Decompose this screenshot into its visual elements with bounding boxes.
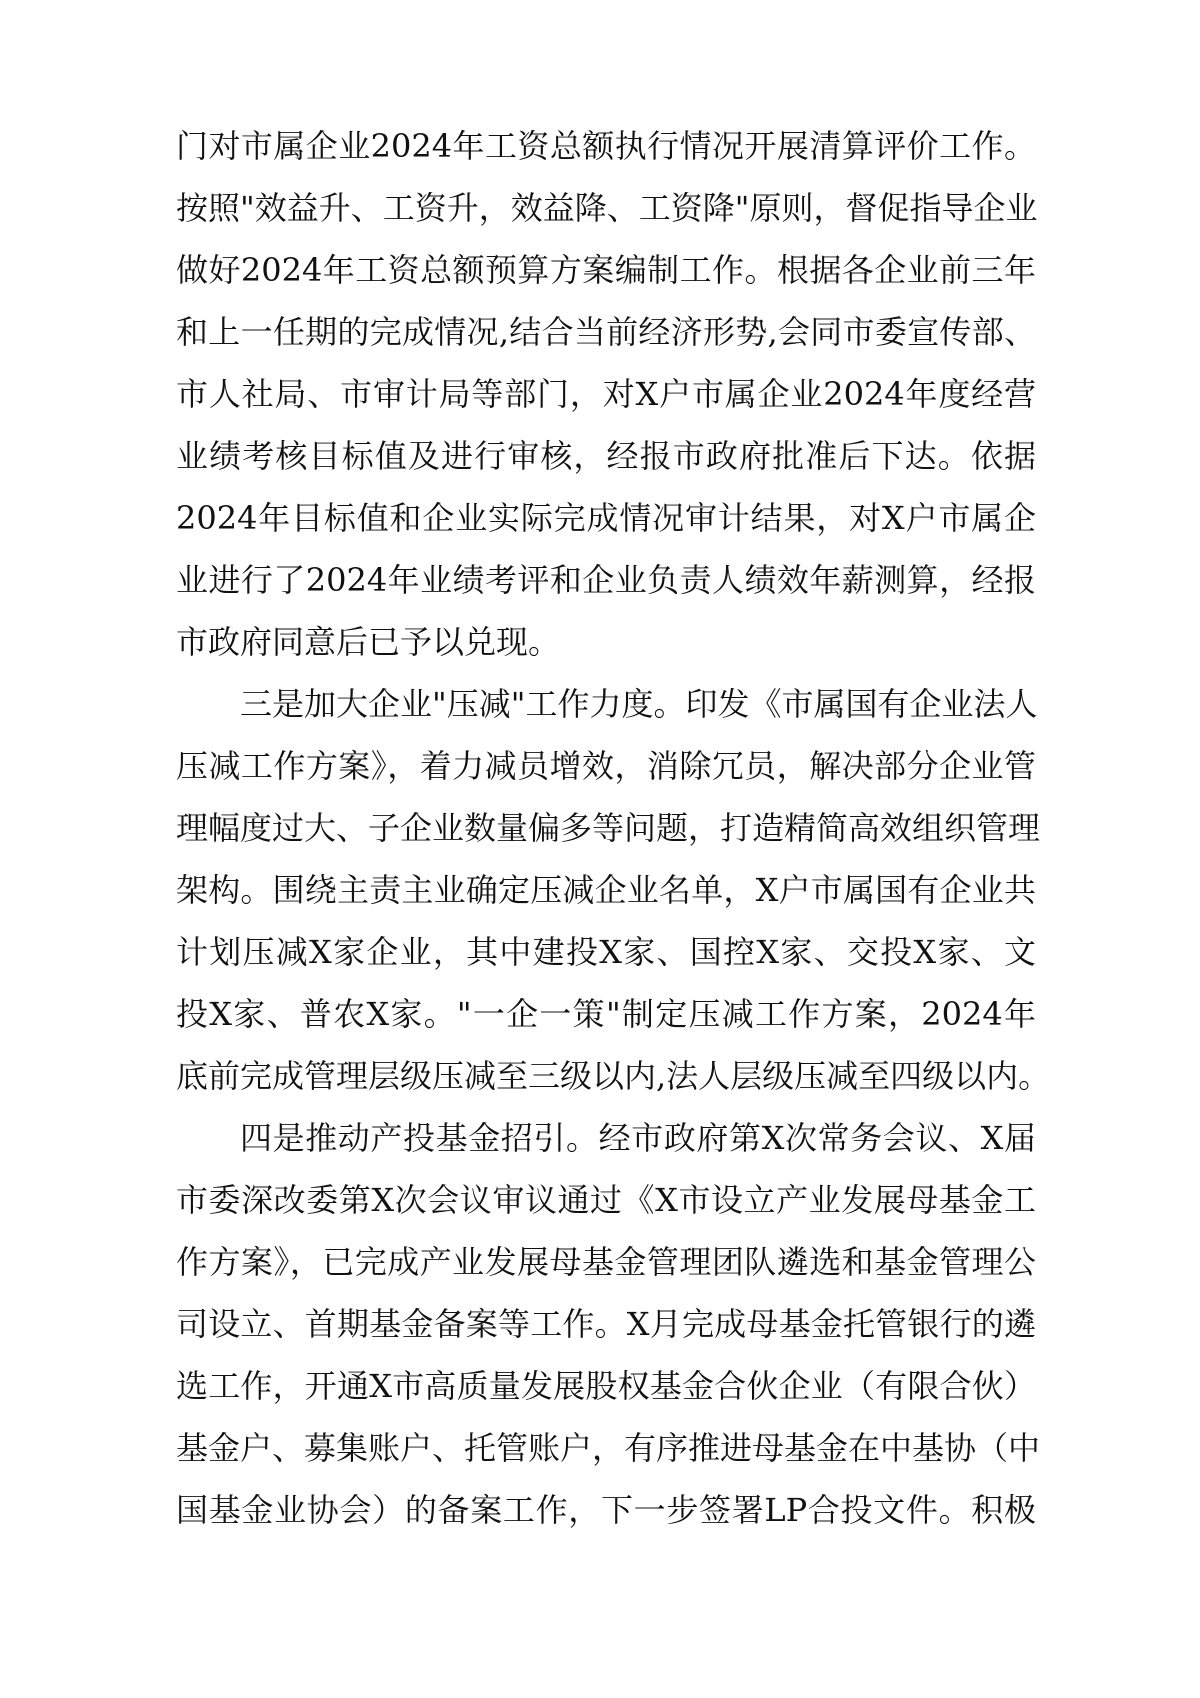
paragraph-start-line: 三是加大企业"压减"工作力度。印发《市属国有企业法人: [240, 685, 1038, 723]
text-line: 2024年目标值和企业实际完成情况审计结果，对X户市属企: [176, 499, 1036, 537]
text-line: 门对市属企业2024年工资总额执行情况开展清算评价工作。: [176, 127, 1036, 165]
text-line: 国基金业协会）的备案工作，下一步签署LP合投文件。积极: [176, 1491, 1036, 1529]
text-line: 投X家、普农X家。"一企一策"制定压减工作方案，2024年: [176, 995, 1036, 1033]
text-line: 选工作，开通X市高质量发展股权基金合伙企业（有限合伙）: [176, 1367, 1036, 1405]
text-line: 基金户、募集账户、托管账户，有序推进母基金在中基协（中: [176, 1429, 1041, 1467]
text-line: 计划压减X家企业，其中建投X家、国控X家、交投X家、文: [176, 933, 1036, 971]
text-line: 市政府同意后已予以兑现。: [176, 623, 561, 661]
text-line: 业进行了2024年业绩考评和企业负责人绩效年薪测算，经报: [176, 561, 1036, 599]
text-line: 底前完成管理层级压减至三级以内,法人层级压减至四级以内。: [176, 1057, 1051, 1095]
text-line: 和上一任期的完成情况,结合当前经济形势,会同市委宣传部、: [176, 313, 1036, 351]
text-line: 业绩考核目标值及进行审核，经报市政府批准后下达。依据: [176, 437, 1036, 475]
text-line: 市人社局、市审计局等部门，对X户市属企业2024年度经营: [176, 375, 1036, 413]
text-line: 作方案》，已完成产业发展母基金管理团队遴选和基金管理公: [176, 1243, 1036, 1281]
text-line: 市委深改委第X次会议审议通过《X市设立产业发展母基金工: [176, 1181, 1036, 1219]
text-line: 按照"效益升、工资升，效益降、工资降"原则，督促指导企业: [176, 189, 1038, 227]
text-line: 司设立、首期基金备案等工作。X月完成母基金托管银行的遴: [176, 1305, 1036, 1343]
text-line: 做好2024年工资总额预算方案编制工作。根据各企业前三年: [176, 251, 1036, 289]
text-line: 架构。围绕主责主业确定压减企业名单，X户市属国有企业共: [176, 871, 1036, 909]
text-line: 压减工作方案》，着力减员增效，消除冗员，解决部分企业管: [176, 747, 1036, 785]
paragraph-start-line: 四是推动产投基金招引。经市政府第X次常务会议、X届: [240, 1119, 1036, 1157]
text-line: 理幅度过大、子企业数量偏多等问题，打造精简高效组织管理: [176, 809, 1041, 847]
